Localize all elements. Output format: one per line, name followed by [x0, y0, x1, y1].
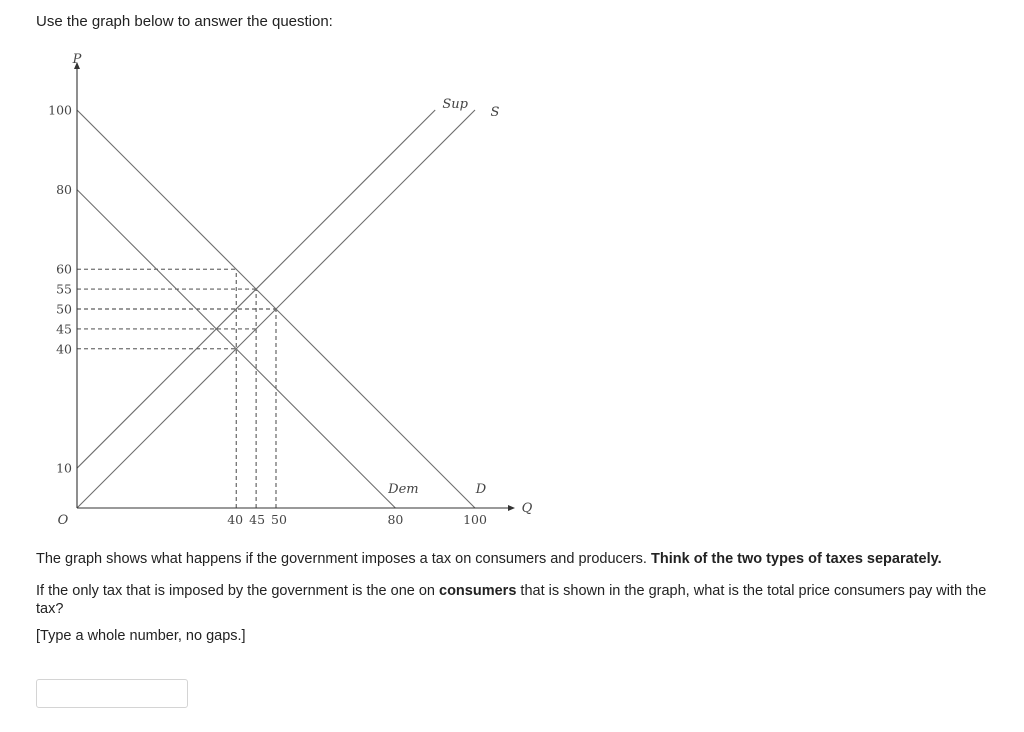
x-tick-80: 80 [387, 512, 404, 527]
curve-label-d: D [475, 482, 487, 497]
y-tick-45: 45 [56, 321, 72, 337]
x-tick-100: 100 [463, 512, 487, 527]
curve-label-dem: Dem [388, 482, 419, 497]
x-tick-50: 50 [271, 512, 287, 527]
y-axis-label: P [72, 52, 82, 67]
curve-label-s: S [490, 105, 500, 120]
y-tick-100: 100 [48, 102, 72, 118]
y-tick-40: 40 [56, 341, 72, 357]
intro-text: Use the graph below to answer the question: [36, 13, 333, 30]
y-tick-80: 80 [56, 182, 72, 198]
reference-lines [77, 269, 276, 508]
x-tick-45: 45 [249, 512, 266, 527]
question-prompt-end: that is shown in the graph, what is the total price consumers pay with the tax? [36, 583, 987, 618]
answer-input[interactable] [36, 679, 188, 708]
y-tick-50: 50 [56, 301, 72, 317]
curve-label-sup: Sup [442, 97, 469, 112]
question-context [36, 551, 942, 567]
question-prompt-start: If the only tax that is imposed by the government is the one on [36, 583, 435, 599]
question-prompt-emphasis: consumers [439, 583, 517, 599]
origin-label: O [57, 513, 69, 528]
question-prompt [36, 582, 1006, 618]
tick-labels [48, 103, 487, 528]
y-tick-60: 60 [56, 261, 72, 277]
y-tick-55: 55 [56, 281, 72, 297]
x-axis-label: Q [521, 501, 533, 516]
question-emphasis: Think of the two types of taxes separately. [651, 551, 942, 567]
answer-instruction: [Type a whole number, no gaps.] [36, 628, 246, 644]
question-context-text: The graph shows what happens if the government imposes a tax on consumers and producers. [36, 551, 647, 567]
y-tick-10: 10 [56, 460, 72, 476]
x-tick-40: 40 [227, 512, 244, 527]
